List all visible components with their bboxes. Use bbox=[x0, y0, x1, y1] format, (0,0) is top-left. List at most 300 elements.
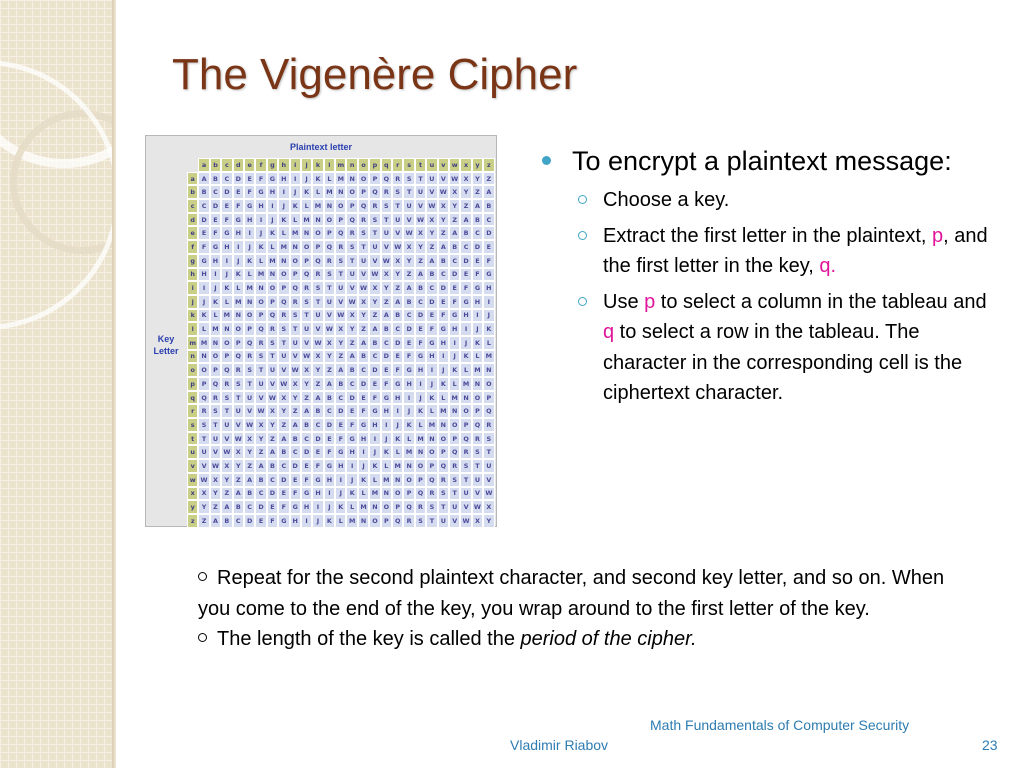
tableau-cell: P bbox=[198, 377, 209, 391]
tableau-cell: R bbox=[278, 309, 289, 323]
tableau-cell: L bbox=[210, 309, 221, 323]
plaintext-letter-d: d bbox=[233, 158, 244, 172]
tableau-cell: Y bbox=[290, 391, 301, 405]
tableau-cell: O bbox=[255, 295, 266, 309]
tableau-cell: C bbox=[301, 432, 312, 446]
tableau-cell: X bbox=[233, 445, 244, 459]
tableau-cell: W bbox=[324, 322, 335, 336]
tableau-cell: R bbox=[426, 487, 437, 501]
tableau-cell: Z bbox=[335, 350, 346, 364]
tableau-cell: R bbox=[472, 432, 483, 446]
tableau-cell: W bbox=[403, 226, 414, 240]
tableau-cell: X bbox=[335, 322, 346, 336]
tableau-cell: N bbox=[426, 432, 437, 446]
footer-course: Math Fundamentals of Computer Security bbox=[650, 717, 910, 733]
tableau-cell: E bbox=[381, 363, 392, 377]
tableau-cell: K bbox=[415, 404, 426, 418]
tableau-cell: L bbox=[483, 336, 494, 350]
tableau-cell: Q bbox=[255, 322, 266, 336]
tableau-cell: T bbox=[324, 281, 335, 295]
tableau-cell: I bbox=[301, 514, 312, 528]
key-letter-a: a bbox=[187, 172, 198, 186]
tableau-cell: W bbox=[301, 350, 312, 364]
tableau-cell: I bbox=[460, 322, 471, 336]
plaintext-letter-s: s bbox=[403, 158, 414, 172]
tableau-cell: X bbox=[244, 432, 255, 446]
tableau-cell: X bbox=[210, 473, 221, 487]
tableau-cell: N bbox=[233, 309, 244, 323]
page-number: 23 bbox=[982, 737, 998, 753]
tableau-cell: B bbox=[449, 240, 460, 254]
tableau-cell: A bbox=[278, 432, 289, 446]
tableau-cell: L bbox=[426, 404, 437, 418]
tableau-cell: Y bbox=[415, 240, 426, 254]
sub-bullet bbox=[540, 221, 990, 282]
tableau-cell: G bbox=[301, 487, 312, 501]
tableau-cell: A bbox=[255, 459, 266, 473]
bullet-dot-icon bbox=[542, 156, 551, 165]
tableau-cell: Z bbox=[438, 226, 449, 240]
tableau-cell: U bbox=[381, 226, 392, 240]
key-letter-t: t bbox=[187, 432, 198, 446]
tableau-cell: X bbox=[392, 254, 403, 268]
tableau-cell: P bbox=[301, 254, 312, 268]
tableau-cell: W bbox=[312, 336, 323, 350]
tableau-cell: F bbox=[198, 240, 209, 254]
tableau-cell: W bbox=[415, 213, 426, 227]
tableau-cell: X bbox=[278, 391, 289, 405]
plaintext-letter-q: q bbox=[381, 158, 392, 172]
tableau-cell: R bbox=[460, 445, 471, 459]
tableau-cell: I bbox=[369, 432, 380, 446]
tableau-cell: J bbox=[221, 268, 232, 282]
key-letter-z: z bbox=[187, 514, 198, 528]
tableau-cell: D bbox=[483, 226, 494, 240]
tableau-cell: C bbox=[358, 363, 369, 377]
tableau-cell: T bbox=[358, 240, 369, 254]
tableau-cell: F bbox=[426, 322, 437, 336]
tableau-cell: B bbox=[438, 254, 449, 268]
bottom-item-text: Repeat for the second plaintext character, and second key letter, and so on. When you come to the end of the key, you wrap around to the first letter of the key. bbox=[198, 567, 945, 620]
tableau-cell: U bbox=[210, 432, 221, 446]
tableau-cell: L bbox=[312, 185, 323, 199]
plaintext-letter-j: j bbox=[301, 158, 312, 172]
tableau-cell: V bbox=[483, 473, 494, 487]
bottom-notes bbox=[198, 563, 968, 655]
tableau-cell: W bbox=[346, 295, 357, 309]
tableau-cell: A bbox=[403, 281, 414, 295]
tableau-cell: D bbox=[358, 377, 369, 391]
tableau-cell: X bbox=[290, 377, 301, 391]
tableau-cell: N bbox=[346, 172, 357, 186]
tableau-cell: O bbox=[438, 432, 449, 446]
tableau-cell: N bbox=[438, 418, 449, 432]
tableau-cell: W bbox=[472, 500, 483, 514]
tableau-cell: V bbox=[381, 240, 392, 254]
tableau-cell: E bbox=[415, 322, 426, 336]
tableau-cell: T bbox=[472, 459, 483, 473]
tableau-cell: I bbox=[255, 213, 266, 227]
tableau-cell: N bbox=[290, 240, 301, 254]
tableau-cell: F bbox=[301, 473, 312, 487]
tableau-cell: T bbox=[426, 514, 437, 528]
tableau-cell: G bbox=[381, 391, 392, 405]
tableau-cell: J bbox=[346, 473, 357, 487]
decorative-sidebar bbox=[0, 0, 115, 768]
key-letter-o: o bbox=[187, 363, 198, 377]
circle-bullet-icon bbox=[198, 633, 207, 642]
tableau-cell: K bbox=[233, 268, 244, 282]
bottom-item bbox=[198, 563, 968, 624]
plaintext-letter-t: t bbox=[415, 158, 426, 172]
tableau-cell: T bbox=[221, 404, 232, 418]
tableau-cell: X bbox=[198, 487, 209, 501]
tableau-cell: Y bbox=[392, 268, 403, 282]
tableau-cell: K bbox=[460, 350, 471, 364]
tableau-cell: A bbox=[358, 336, 369, 350]
tableau-cell: C bbox=[335, 391, 346, 405]
plaintext-letter-m: m bbox=[335, 158, 346, 172]
tableau-cell: S bbox=[335, 254, 346, 268]
tableau-cell: N bbox=[381, 487, 392, 501]
tableau-cell: T bbox=[267, 350, 278, 364]
tableau-cell: I bbox=[324, 487, 335, 501]
tableau-cell: L bbox=[346, 500, 357, 514]
tableau-cell: U bbox=[472, 473, 483, 487]
key-letter-l: l bbox=[187, 322, 198, 336]
tableau-cell: Q bbox=[198, 391, 209, 405]
tableau-cell: T bbox=[233, 391, 244, 405]
tableau-cell: A bbox=[312, 391, 323, 405]
tableau-cell: Y bbox=[369, 295, 380, 309]
tableau-cell: V bbox=[221, 432, 232, 446]
circle-bullet-icon bbox=[578, 231, 587, 240]
tableau-cell: R bbox=[449, 459, 460, 473]
plaintext-letter-f: f bbox=[255, 158, 266, 172]
tableau-cell: J bbox=[403, 404, 414, 418]
tableau-cell: M bbox=[255, 268, 266, 282]
tableau-cell: C bbox=[369, 350, 380, 364]
tableau-cell: E bbox=[221, 199, 232, 213]
tableau-cell: I bbox=[335, 473, 346, 487]
tableau-cell: Q bbox=[221, 363, 232, 377]
tableau-cell: Z bbox=[449, 213, 460, 227]
tableau-cell: G bbox=[198, 254, 209, 268]
tableau-cell: J bbox=[312, 514, 323, 528]
key-letter-i: i bbox=[187, 281, 198, 295]
plaintext-letter-w: w bbox=[449, 158, 460, 172]
tableau-cell: K bbox=[381, 445, 392, 459]
tableau-cell: L bbox=[358, 487, 369, 501]
tableau-cell: A bbox=[438, 240, 449, 254]
tableau-cell: D bbox=[460, 254, 471, 268]
tableau-cell: K bbox=[255, 240, 266, 254]
tableau-cell: C bbox=[312, 418, 323, 432]
tableau-cell: F bbox=[460, 281, 471, 295]
tableau-cell: K bbox=[210, 295, 221, 309]
tableau-cell: J bbox=[449, 350, 460, 364]
tableau-cell: X bbox=[312, 350, 323, 364]
tableau-cell: G bbox=[472, 281, 483, 295]
tableau-cell: R bbox=[392, 172, 403, 186]
tableau-cell: O bbox=[449, 418, 460, 432]
tableau-cell: A bbox=[233, 487, 244, 501]
tableau-cell: Y bbox=[221, 473, 232, 487]
tableau-cell: C bbox=[210, 185, 221, 199]
tableau-cell: F bbox=[312, 459, 323, 473]
circle-bullet-icon bbox=[578, 297, 587, 306]
tableau-cell: Y bbox=[267, 418, 278, 432]
tableau-cell: O bbox=[301, 240, 312, 254]
tableau-cell: Y bbox=[449, 199, 460, 213]
tableau-cell: F bbox=[392, 363, 403, 377]
tableau-cell: Z bbox=[324, 363, 335, 377]
tableau-cell: V bbox=[426, 185, 437, 199]
tableau-cell: F bbox=[358, 404, 369, 418]
tableau-cell: W bbox=[244, 418, 255, 432]
tableau-cell: B bbox=[358, 350, 369, 364]
tableau-cell: D bbox=[415, 309, 426, 323]
tableau-cell: J bbox=[198, 295, 209, 309]
tableau-cell: J bbox=[210, 281, 221, 295]
tableau-cell: A bbox=[426, 254, 437, 268]
tableau-cell: Z bbox=[460, 199, 471, 213]
tableau-cell: K bbox=[449, 363, 460, 377]
tableau-cell: D bbox=[290, 459, 301, 473]
tableau-cell: O bbox=[426, 445, 437, 459]
tableau-cell: M bbox=[221, 309, 232, 323]
tableau-cell: V bbox=[392, 226, 403, 240]
tableau-cell: V bbox=[403, 213, 414, 227]
tableau-cell: R bbox=[198, 404, 209, 418]
tableau-cell: H bbox=[267, 185, 278, 199]
tableau-cell: Q bbox=[460, 432, 471, 446]
tableau-cell: C bbox=[278, 459, 289, 473]
tableau-cell: F bbox=[210, 226, 221, 240]
tableau-cell: U bbox=[449, 500, 460, 514]
tableau-cell: C bbox=[483, 213, 494, 227]
tableau-cell: L bbox=[198, 322, 209, 336]
tableau-cell: G bbox=[335, 445, 346, 459]
tableau-cell: Y bbox=[472, 172, 483, 186]
tableau-cell: O bbox=[369, 514, 380, 528]
tableau-cell: A bbox=[381, 309, 392, 323]
tableau-cell: U bbox=[301, 322, 312, 336]
tableau-cell: E bbox=[358, 391, 369, 405]
tableau-cell: L bbox=[244, 268, 255, 282]
tableau-cell: Q bbox=[392, 514, 403, 528]
tableau-cell: E bbox=[198, 226, 209, 240]
tableau-cell: V bbox=[460, 500, 471, 514]
tableau-cell: H bbox=[392, 391, 403, 405]
tableau-cell: S bbox=[472, 445, 483, 459]
tableau-cell: S bbox=[324, 268, 335, 282]
tableau-cell: U bbox=[426, 172, 437, 186]
tableau-cell: U bbox=[415, 185, 426, 199]
plaintext-letter-e: e bbox=[244, 158, 255, 172]
tableau-cell: F bbox=[381, 377, 392, 391]
tableau-cell: P bbox=[233, 336, 244, 350]
tableau-cell: D bbox=[472, 240, 483, 254]
tableau-cell: P bbox=[438, 445, 449, 459]
tableau-cell: S bbox=[255, 350, 266, 364]
tableau-cell: G bbox=[358, 418, 369, 432]
tableau-cell: F bbox=[346, 418, 357, 432]
tableau-cell: P bbox=[244, 322, 255, 336]
tableau-cell: T bbox=[335, 268, 346, 282]
tableau-cell: C bbox=[392, 322, 403, 336]
tableau-cell: V bbox=[290, 350, 301, 364]
bottom-item-text: The length of the key is called the bbox=[217, 628, 521, 650]
tableau-cell: X bbox=[221, 459, 232, 473]
tableau-cell: A bbox=[244, 473, 255, 487]
tableau-cell: V bbox=[255, 391, 266, 405]
tableau-cell: B bbox=[233, 500, 244, 514]
tableau-cell: W bbox=[255, 404, 266, 418]
tableau-cell: Q bbox=[369, 185, 380, 199]
tableau-cell: T bbox=[381, 213, 392, 227]
tableau-cell: L bbox=[221, 295, 232, 309]
tableau-cell: C bbox=[198, 199, 209, 213]
tableau-cell: O bbox=[244, 309, 255, 323]
tableau-cell: V bbox=[346, 281, 357, 295]
tableau-cell: K bbox=[244, 254, 255, 268]
tableau-cell: H bbox=[255, 199, 266, 213]
tableau-cell: M bbox=[312, 199, 323, 213]
tableau-cell: E bbox=[438, 295, 449, 309]
tableau-cell: Q bbox=[233, 350, 244, 364]
tableau-cell: T bbox=[369, 226, 380, 240]
tableau-cell: J bbox=[267, 213, 278, 227]
tableau-cell: Z bbox=[472, 185, 483, 199]
tableau-cell: Y bbox=[301, 377, 312, 391]
tableau-cell: Q bbox=[244, 336, 255, 350]
tableau-cell: J bbox=[233, 254, 244, 268]
tableau-cell: R bbox=[346, 226, 357, 240]
tableau-cell: X bbox=[472, 514, 483, 528]
tableau-cell: W bbox=[267, 391, 278, 405]
tableau-cell: P bbox=[267, 295, 278, 309]
tableau-cell: H bbox=[233, 226, 244, 240]
tableau-cell: I bbox=[483, 295, 494, 309]
tableau-cell: S bbox=[449, 473, 460, 487]
tableau-cell: Q bbox=[301, 268, 312, 282]
tableau-cell: J bbox=[415, 391, 426, 405]
tableau-column-header: Plaintext letter bbox=[289, 142, 353, 152]
tableau-cell: B bbox=[403, 295, 414, 309]
tableau-cell: I bbox=[449, 336, 460, 350]
tableau-cell: O bbox=[415, 459, 426, 473]
tableau-cell: A bbox=[472, 199, 483, 213]
key-letter-e: e bbox=[187, 226, 198, 240]
tableau-cell: N bbox=[267, 268, 278, 282]
tableau-cell: I bbox=[312, 500, 323, 514]
tableau-cell: V bbox=[244, 404, 255, 418]
tableau-cell: K bbox=[278, 213, 289, 227]
tableau-cell: C bbox=[233, 514, 244, 528]
tableau-cell: Y bbox=[381, 281, 392, 295]
tableau-cell: J bbox=[244, 240, 255, 254]
variable-q: q. bbox=[819, 255, 837, 277]
tableau-cell: G bbox=[210, 240, 221, 254]
tableau-cell: Q bbox=[358, 199, 369, 213]
tableau-cell: H bbox=[460, 309, 471, 323]
tableau-cell: Y bbox=[346, 322, 357, 336]
tableau-cell: Y bbox=[278, 404, 289, 418]
tableau-cell: F bbox=[449, 295, 460, 309]
key-letter-c: c bbox=[187, 199, 198, 213]
tableau-cell: E bbox=[483, 240, 494, 254]
tableau-cell: M bbox=[301, 213, 312, 227]
tableau-cell: D bbox=[346, 391, 357, 405]
tableau-cell: E bbox=[403, 336, 414, 350]
tableau-cell: T bbox=[460, 473, 471, 487]
tableau-cell: B bbox=[312, 404, 323, 418]
tableau-cell: D bbox=[426, 295, 437, 309]
tableau-cell: Q bbox=[472, 418, 483, 432]
tableau-cell: K bbox=[312, 172, 323, 186]
tableau-cell: A bbox=[210, 514, 221, 528]
tableau-cell: W bbox=[438, 185, 449, 199]
tableau-cell: E bbox=[267, 500, 278, 514]
key-letter-j: j bbox=[187, 295, 198, 309]
tableau-cell: Z bbox=[381, 295, 392, 309]
tableau-cell: R bbox=[301, 281, 312, 295]
tableau-cell: R bbox=[403, 514, 414, 528]
tableau-cell: L bbox=[460, 363, 471, 377]
tableau-cell: N bbox=[210, 336, 221, 350]
tableau-cell: E bbox=[346, 404, 357, 418]
tableau-cell: L bbox=[301, 199, 312, 213]
tableau-cell: U bbox=[346, 268, 357, 282]
tableau-cell: O bbox=[324, 213, 335, 227]
tableau-cell: Q bbox=[290, 281, 301, 295]
key-letter-x: x bbox=[187, 487, 198, 501]
circle-bullet-icon bbox=[198, 572, 207, 581]
tableau-cell: T bbox=[449, 487, 460, 501]
tableau-cell: L bbox=[267, 240, 278, 254]
tableau-cell: P bbox=[392, 500, 403, 514]
tableau-cell: L bbox=[438, 391, 449, 405]
tableau-cell: S bbox=[210, 404, 221, 418]
tableau-cell: J bbox=[460, 336, 471, 350]
plaintext-letter-o: o bbox=[358, 158, 369, 172]
tableau-cell: F bbox=[244, 185, 255, 199]
tableau-cell: N bbox=[483, 363, 494, 377]
tableau-cell: S bbox=[381, 199, 392, 213]
sidebar-edge bbox=[112, 0, 116, 768]
tableau-cell: G bbox=[278, 514, 289, 528]
tableau-cell: V bbox=[233, 418, 244, 432]
tableau-cell: I bbox=[358, 445, 369, 459]
tableau-cell: Q bbox=[324, 240, 335, 254]
tableau-cell: M bbox=[358, 500, 369, 514]
key-label-line1: Key bbox=[157, 334, 175, 344]
tableau-cell: T bbox=[483, 445, 494, 459]
tableau-cell: U bbox=[244, 391, 255, 405]
tableau-cell: L bbox=[290, 213, 301, 227]
tableau-cell: J bbox=[358, 459, 369, 473]
tableau-cell: Q bbox=[381, 172, 392, 186]
tableau-cell: P bbox=[324, 226, 335, 240]
tableau-cell: I bbox=[290, 172, 301, 186]
tableau-cell: S bbox=[460, 459, 471, 473]
plaintext-letter-b: b bbox=[210, 158, 221, 172]
tableau-cell: Z bbox=[358, 322, 369, 336]
tableau-cell: P bbox=[210, 363, 221, 377]
tableau-cell: Z bbox=[244, 459, 255, 473]
plaintext-letter-i: i bbox=[290, 158, 301, 172]
